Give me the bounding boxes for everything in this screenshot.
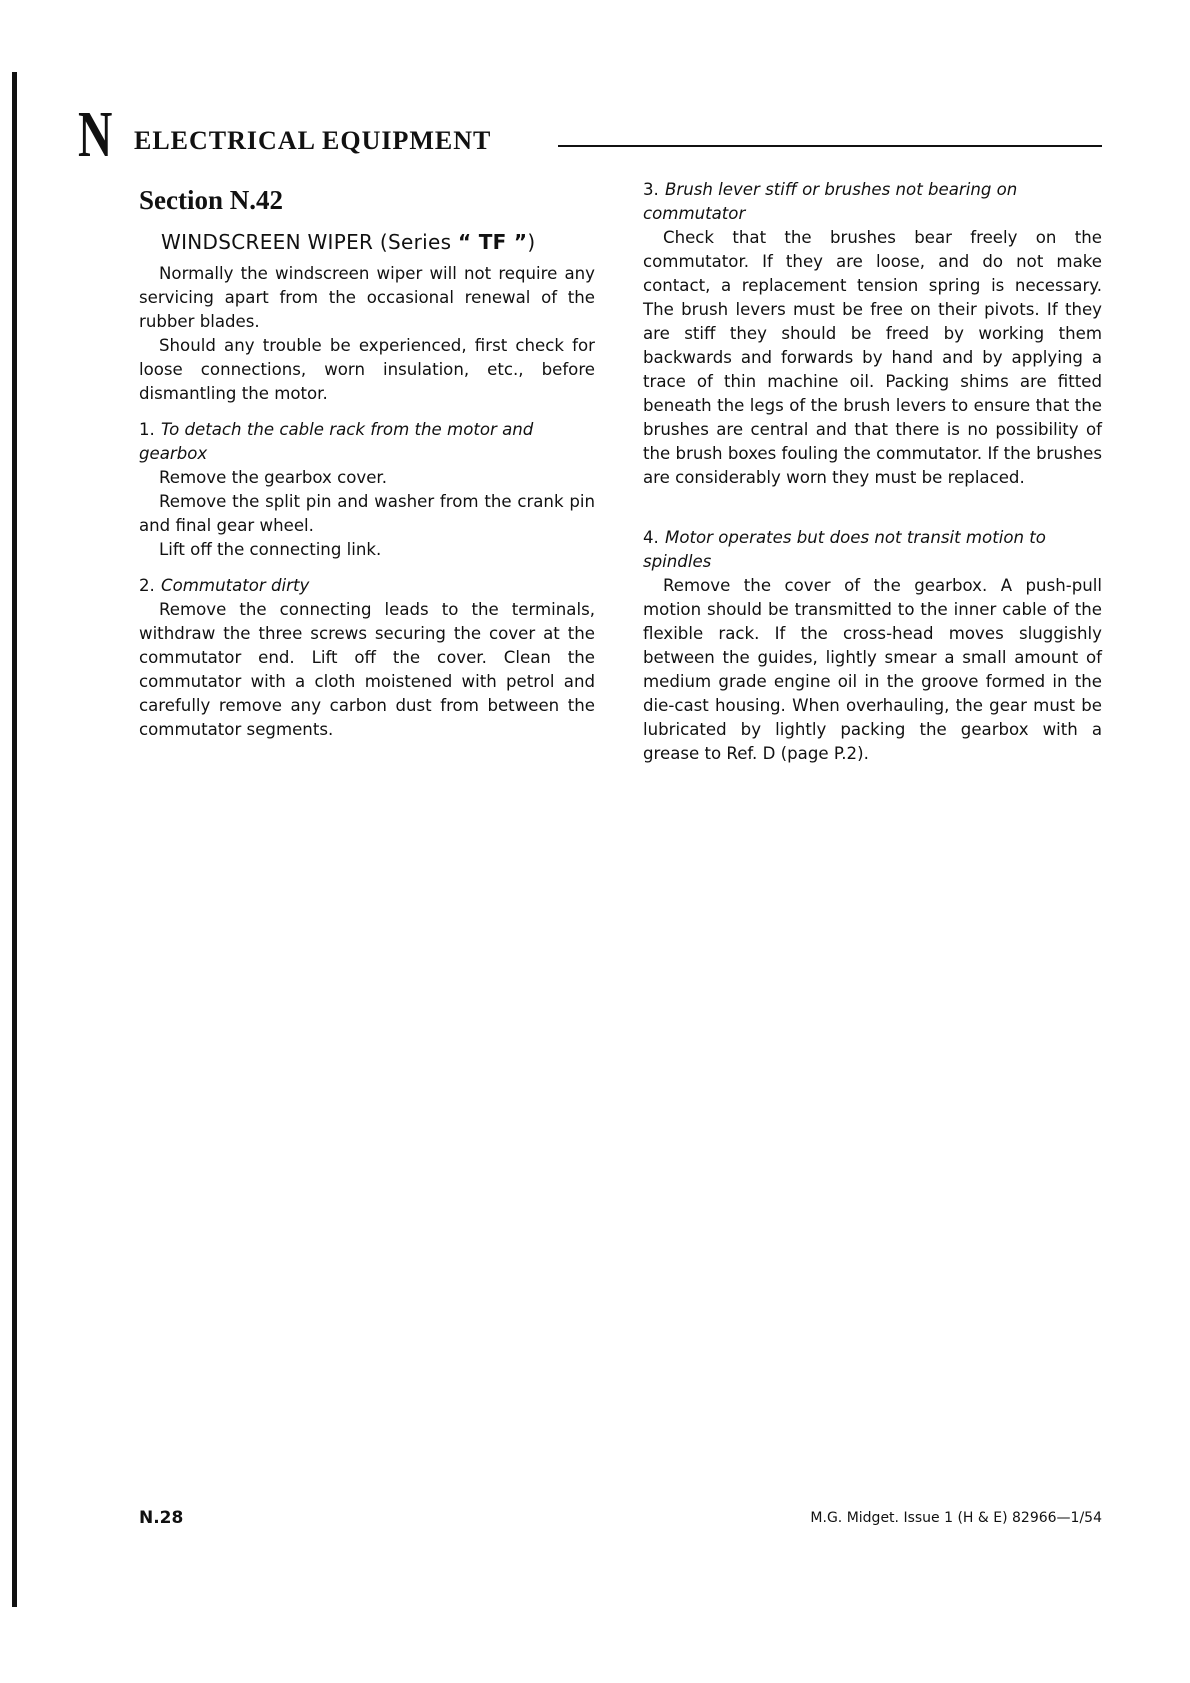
series-tag: “ TF ” [457, 230, 528, 254]
item-1-line-3: Lift off the connecting link. [159, 540, 382, 559]
page-header [78, 98, 1102, 171]
item-3-body: Check that the brushes bear freely on the commutator. If they are loose, and do not make contact, a replacement tension spring is necessary. The brush levers must be free on their pivots. If they are stiff they should be freed by working them backwards and forwards by hand and by applying a trace of thin machine oil. Packing shims are fitted beneath the legs of the brush levers to ensure that the brushes are central and that there is no possibility of the brush boxes fouling the commutator. If the brushes are considerably worn they must be replaced. [643, 228, 1102, 487]
chapter-title: ELECTRICAL EQUIPMENT [134, 126, 492, 155]
item-1-heading [139, 418, 595, 466]
item-3-title: Brush lever stiff or brushes not bearing on commutator [643, 180, 1018, 223]
binding-edge-bar [12, 72, 17, 1607]
item-3-number: 3. [643, 180, 659, 199]
subheading-close: ) [527, 230, 536, 254]
item-1-number: 1. [139, 420, 155, 439]
intro-paragraph-1: Normally the windscreen wiper will not require any servicing apart from the occasional renewal of the rubber blades. [139, 264, 595, 331]
item-3-heading [643, 178, 1102, 226]
left-column [139, 178, 595, 742]
publication-info: M.G. Midget. Issue 1 (H & E) 82966—1/54 [810, 1510, 1102, 1526]
intro-paragraph-2: Should any trouble be experienced, first check for loose connections, worn insulation, etc., before dismantling the motor. [139, 336, 595, 403]
item-1-line-1: Remove the gearbox cover. [159, 468, 388, 487]
item-2-body: Remove the connecting leads to the terminals, withdraw the three screws securing the cover at the commutator end. Lift off the cover. Clean the commutator with a cloth moistened with petrol and carefully remove any carbon dust from between the commutator segments. [139, 600, 595, 739]
item-4-number: 4. [643, 528, 659, 547]
chapter-letter: N [78, 98, 113, 171]
item-2-number: 2. [139, 576, 155, 595]
item-4-body: Remove the cover of the gearbox. A push-pull motion should be transmitted to the inner cable of the flexible rack. If the cross-head moves sluggishly between the guides, lightly smear a small amount of medium grade engine oil in the groove formed in the die-cast housing. When overhauling, the gear must be lubricated by lightly packing the gearbox with a grease to Ref. D (page P.2). [643, 576, 1102, 763]
right-column [643, 178, 1102, 766]
section-subheading [161, 228, 595, 256]
item-2-title: Commutator dirty [161, 576, 310, 595]
item-4-title: Motor operates but does not transit motion to spindles [643, 528, 1046, 571]
header-rule [558, 145, 1102, 147]
item-4-heading [643, 526, 1102, 574]
item-2-heading [139, 574, 595, 598]
section-title: Section N.42 [139, 185, 283, 215]
item-1-title: To detach the cable rack from the motor and gearbox [139, 420, 534, 463]
item-1-line-2: Remove the split pin and washer from the crank pin and final gear wheel. [139, 492, 595, 535]
subheading-main: WINDSCREEN WIPER (Series [161, 230, 458, 254]
page-number: N.28 [139, 1508, 184, 1528]
